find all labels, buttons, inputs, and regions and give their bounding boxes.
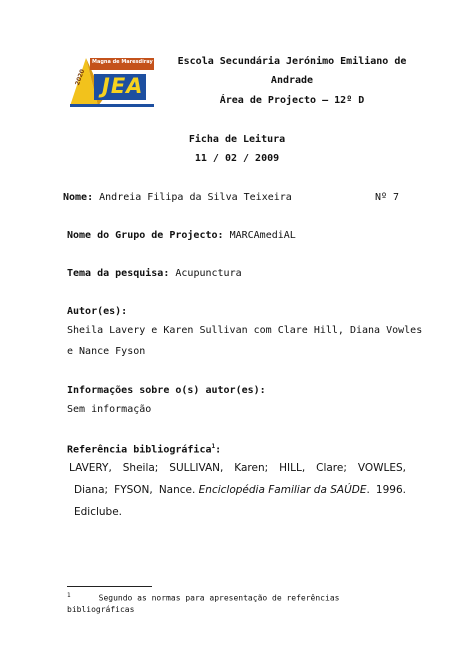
area-line: Área de Projecto – 12º D — [219, 95, 365, 106]
reference-line3: Ediclube. — [74, 506, 123, 518]
ref-word: HILL, — [279, 462, 306, 474]
nome-value: Andreia Filipa da Silva Teixeira — [99, 192, 292, 203]
ref-word: SULLIVAN, — [169, 462, 224, 474]
ref-word: Karen; — [234, 462, 269, 474]
reference-line1 — [69, 462, 406, 474]
school-name-line2: Andrade — [270, 75, 314, 86]
reference-line2 — [74, 484, 406, 496]
info-label: Informações sobre o(s) autor(es): — [67, 385, 266, 396]
autores-label: Autor(es): — [67, 306, 128, 317]
grupo-row — [67, 230, 296, 241]
grupo-label: Nome do Grupo de Projecto: — [67, 230, 224, 241]
ref-word: VOWLES, — [357, 462, 406, 474]
logo-main-text: JEA — [102, 74, 144, 98]
nome-row — [63, 192, 403, 203]
ref-word: Sheila; — [122, 462, 159, 474]
footnote-ref-marker: 1 — [211, 443, 216, 450]
footnote-number: 1 — [67, 592, 71, 599]
school-name-line1: Escola Secundária Jerónimo Emiliano de — [177, 56, 407, 67]
ref-word: FYSON, — [114, 484, 153, 496]
footnote — [67, 590, 339, 615]
logo-side-text: 2020 — [74, 68, 87, 87]
numero-value: Nº 7 — [375, 192, 400, 203]
footnote-line1: Segundo as normas para apresentação de referências — [98, 593, 340, 603]
tema-value: Acupunctura — [175, 268, 242, 279]
logo-banner-text: Magna de Maresdiray — [92, 59, 153, 65]
autores-line2: e Nance Fyson — [67, 346, 146, 357]
reference-book-title: Enciclopédia Familiar da SAÚDE — [198, 484, 367, 496]
referencia-colon: : — [215, 444, 222, 456]
referencia-label-text: Referência bibliográfica — [67, 444, 212, 456]
autores-line1: Sheila Lavery e Karen Sullivan com Clare Hill, Diana Vowles — [67, 325, 423, 336]
ref-word: LAVERY, — [69, 462, 112, 474]
tema-row — [67, 268, 242, 279]
ref-word: Clare; — [316, 462, 347, 474]
grupo-value: MARCAmediAL — [229, 230, 296, 241]
school-logo — [64, 54, 160, 108]
nome-label: Nome: — [63, 192, 94, 203]
footnote-separator — [67, 586, 152, 587]
info-value: Sem informação — [67, 404, 152, 415]
ref-word: Diana; — [74, 484, 109, 496]
document-date: 11 / 02 / 2009 — [194, 153, 280, 164]
ref-year: 1996. — [375, 484, 406, 496]
footnote-line2: bibliográficas — [67, 604, 135, 614]
ref-word — [159, 484, 370, 496]
ref-title-dot: . — [366, 484, 370, 496]
tema-label: Tema da pesquisa: — [67, 268, 170, 279]
referencia-label — [67, 443, 221, 455]
document-title: Ficha de Leitura — [188, 134, 286, 145]
ref-word-nance: Nance. — [158, 484, 196, 496]
